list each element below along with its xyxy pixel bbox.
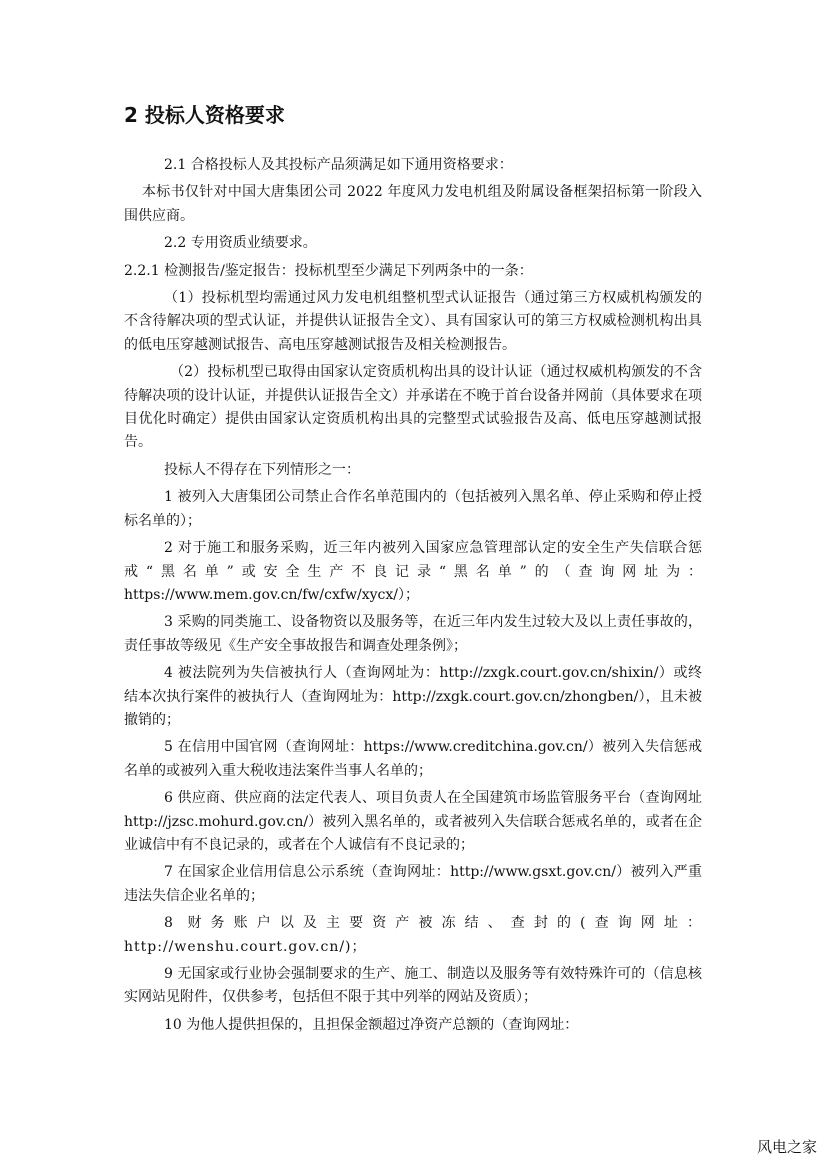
paragraph-item-2: （2）投标机型已取得由国家认定资质机构出具的设计认证（通过权威机构颁发的不含待解决项的设计认证，并提供认证报告全文）并承诺在不晚于首台设备并网前（具体要求在项目优化时确定）提供由国家认定资质机构出具的完整型式试验报告及高、低电压穿越测试报告。 <box>124 364 702 451</box>
paragraph-exclusion-8: 8 财务账户以及主要资产被冻结、查封的(查询网址：http://wenshu.court.gov.cn/)； <box>124 915 702 955</box>
paragraph-exclusion-4: 4 被法院列为失信被执行人（查询网址为：http://zxgk.court.gov.cn/shixin/）或终结本次执行案件的被执行人（查询网址为：http://zxgk.court.gov.cn/zhongben/），且未被撤销的； <box>124 665 702 728</box>
site-watermark: 风电之家 <box>756 1138 817 1156</box>
section-heading: 2 投标人资格要求 <box>124 103 285 127</box>
paragraph-scope: 本标书仅针对中国大唐集团公司 2022 年度风力发电机组及附属设备框架招标第一阶段入围供应商。 <box>124 184 702 224</box>
paragraph-2-2: 2.2 专用资质业绩要求。 <box>164 235 317 252</box>
paragraph-exclusion-3: 3 采购的同类施工、设备物资以及服务等，在近三年内发生过较大及以上责任事故的，责任事故等级见《生产安全事故报告和调查处理条例》； <box>124 614 702 654</box>
paragraph-exclusion-6: 6 供应商、供应商的法定代表人、项目负责人在全国建筑市场监管服务平台（查询网址 http://jzsc.mohurd.gov.cn/）被列入黑名单的，或者被列入失信联合惩戒名单的，或者在企业诚信中有不良记录的，或者在个人诚信有不良记录的； <box>124 790 702 853</box>
paragraph-exclusion-2: 2 对于施工和服务采购，近三年内被列入国家应急管理部认定的安全生产失信联合惩戒“黑名单”或安全生产不良记录“黑名单”的（查询网址为：https://www.mem.gov.cn/fw/cxfw/xycx/）； <box>124 540 702 603</box>
paragraph-2-2-1: 2.2.1 检测报告/鉴定报告：投标机型至少满足下列两条中的一条： <box>124 262 533 279</box>
paragraph-exclusions-intro: 投标人不得存在下列情形之一： <box>164 461 360 478</box>
paragraph-exclusion-9: 9 无国家或行业协会强制要求的生产、施工、制造以及服务等有效特殊许可的（信息核实网站见附件，仅供参考，包括但不限于其中列举的网站及资质）； <box>124 966 702 1006</box>
paragraph-exclusion-5: 5 在信用中国官网（查询网址：https://www.creditchina.gov.cn/）被列入失信惩戒名单的或被列入重大税收违法案件当事人名单的； <box>124 739 702 779</box>
document-body <box>124 154 702 1041</box>
paragraph-exclusion-10: 10 为他人提供担保的，且担保金额超过净资产总额的（查询网址： <box>164 1016 579 1033</box>
paragraph-exclusion-1: 1 被列入大唐集团公司禁止合作名单范围内的（包括被列入黑名单、停止采购和停止授标名单的）； <box>124 489 702 529</box>
paragraph-item-1: （1）投标机型均需通过风力发电机组整机型式认证报告（通过第三方权威机构颁发的不含待解决项的型式认证，并提供认证报告全文）、具有国家认可的第三方权威检测机构出具的低电压穿越测试报告、高电压穿越测试报告及相关检测报告。 <box>124 290 702 353</box>
paragraph-2-1: 2.1 合格投标人及其投标产品须满足如下通用资格要求： <box>164 157 513 173</box>
paragraph-exclusion-7: 7 在国家企业信用信息公示系统（查询网址：http://www.gsxt.gov.cn/）被列入严重违法失信企业名单的； <box>124 864 702 904</box>
